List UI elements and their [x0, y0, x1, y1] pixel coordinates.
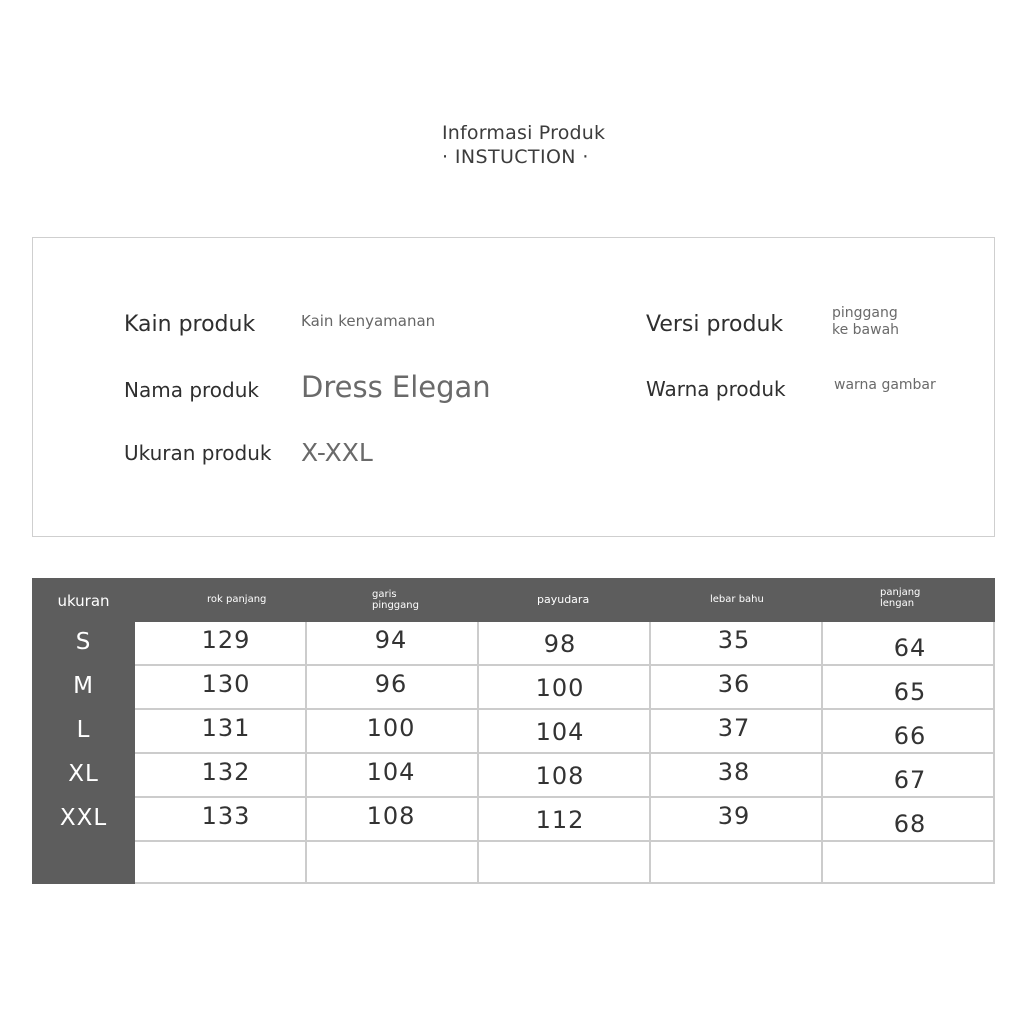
table-cell: 130 [201, 670, 251, 698]
table-header [135, 578, 995, 622]
table-cell: 98 [543, 630, 577, 658]
row-divider [135, 840, 995, 842]
table-cell: 64 [893, 634, 927, 662]
version-value-line2: ke bawah [832, 322, 900, 338]
size-label: Ukuran produk [124, 441, 272, 465]
color-value: warna gambar [834, 377, 936, 393]
column-header: panjang lengan [880, 587, 921, 609]
column-divider [477, 622, 479, 884]
fabric-value: Kain kenyamanan [301, 312, 436, 330]
table-cell: 131 [201, 714, 251, 742]
size-row-label: L [76, 717, 91, 743]
size-value: X-XXL [301, 438, 373, 467]
row-divider [135, 882, 995, 884]
name-value: Dress Elegan [301, 370, 491, 404]
column-divider [821, 622, 823, 884]
column-divider [649, 622, 651, 884]
version-value-line1: pinggang [832, 305, 898, 321]
column-header: lebar bahu [710, 594, 764, 605]
table-cell: 36 [717, 670, 751, 698]
row-divider [135, 752, 995, 754]
table-cell: 37 [717, 714, 751, 742]
table-cell: 104 [366, 758, 416, 786]
table-cell: 94 [374, 626, 408, 654]
row-divider [135, 664, 995, 666]
table-cell: 133 [201, 802, 251, 830]
name-label: Nama produk [124, 378, 259, 402]
version-label: Versi produk [646, 312, 784, 337]
size-row-label: XL [68, 761, 99, 787]
column-divider [305, 622, 307, 884]
page-title: Informasi Produk [442, 122, 606, 144]
table-cell: 108 [535, 762, 585, 790]
fabric-label: Kain produk [124, 312, 256, 337]
table-cell: 38 [717, 758, 751, 786]
table-cell: 100 [366, 714, 416, 742]
column-header: rok panjang [207, 594, 267, 605]
table-cell: 96 [374, 670, 408, 698]
column-header: garis pinggang [372, 589, 419, 611]
size-row-label: M [73, 673, 94, 699]
table-cell: 108 [366, 802, 416, 830]
color-label: Warna produk [646, 377, 786, 401]
size-grid [135, 622, 995, 884]
table-cell: 65 [893, 678, 927, 706]
table-cell: 100 [535, 674, 585, 702]
size-column [32, 578, 135, 884]
table-cell: 67 [893, 766, 927, 794]
size-header: ukuran [57, 592, 110, 610]
table-cell: 39 [717, 802, 751, 830]
table-cell: 132 [201, 758, 251, 786]
column-header: payudara [537, 593, 590, 606]
table-cell: 68 [893, 810, 927, 838]
size-row-label: S [75, 629, 92, 655]
size-row-label: XXL [59, 805, 108, 831]
size-table [32, 578, 995, 884]
product-info-box [32, 237, 995, 537]
title-block [442, 121, 605, 169]
table-cell: 66 [893, 722, 927, 750]
table-cell: 129 [201, 626, 251, 654]
version-value [832, 305, 899, 339]
table-cell: 35 [717, 626, 751, 654]
row-divider [135, 796, 995, 798]
table-cell: 104 [535, 718, 585, 746]
page-subtitle: · INSTUCTION · [442, 146, 589, 168]
table-cell: 112 [535, 806, 585, 834]
row-divider [135, 708, 995, 710]
